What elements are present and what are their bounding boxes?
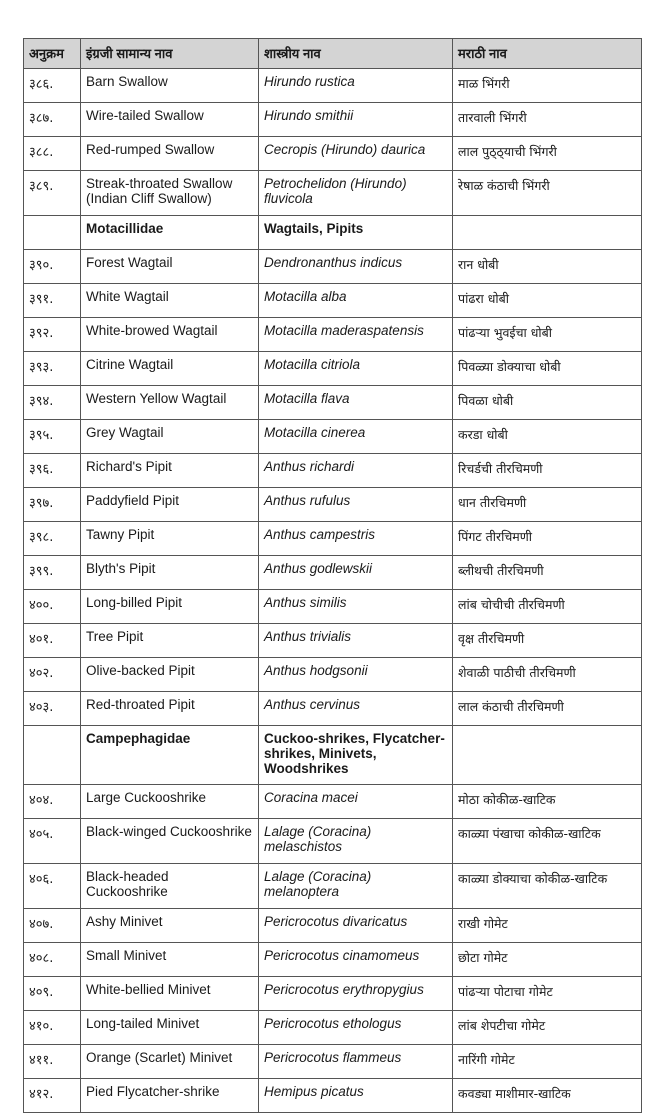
marathi-name-cell: राखी गोमेट (453, 909, 642, 943)
table-row (24, 624, 642, 658)
serial-number-cell: ४१२. (24, 1079, 81, 1113)
scientific-name-cell: Anthus cervinus (259, 692, 453, 726)
family-row (24, 216, 642, 250)
scientific-name-cell: Pericrocotus flammeus (259, 1045, 453, 1079)
english-name-cell: Small Minivet (81, 943, 259, 977)
scientific-name-cell: Anthus richardi (259, 454, 453, 488)
marathi-name-cell: लाल कंठाची तीरचिमणी (453, 692, 642, 726)
english-name-cell: Citrine Wagtail (81, 352, 259, 386)
table-row (24, 454, 642, 488)
serial-number-cell: ३८६. (24, 69, 81, 103)
english-name-cell: Orange (Scarlet) Minivet (81, 1045, 259, 1079)
marathi-name-cell: काळ्या डोक्याचा कोकीळ-खाटिक (453, 864, 642, 909)
scientific-name-cell: Dendronanthus indicus (259, 250, 453, 284)
serial-number-cell (24, 216, 81, 250)
marathi-name-cell: तारवाली भिंगरी (453, 103, 642, 137)
marathi-name-cell: रान धोबी (453, 250, 642, 284)
english-name-cell: White-bellied Minivet (81, 977, 259, 1011)
english-name-cell: Long-tailed Minivet (81, 1011, 259, 1045)
serial-number-cell: ३८७. (24, 103, 81, 137)
scientific-name-cell: Motacilla alba (259, 284, 453, 318)
english-name-cell: Black-winged Cuckooshrike (81, 819, 259, 864)
english-name-cell: Paddyfield Pipit (81, 488, 259, 522)
scientific-name-cell: Anthus hodgsonii (259, 658, 453, 692)
marathi-name-cell: रिचर्डची तीरचिमणी (453, 454, 642, 488)
table-row (24, 137, 642, 171)
marathi-name-cell: करडा धोबी (453, 420, 642, 454)
scientific-name-cell: Motacilla cinerea (259, 420, 453, 454)
marathi-name-cell: वृक्ष तीरचिमणी (453, 624, 642, 658)
marathi-name-cell: रेषाळ कंठाची भिंगरी (453, 171, 642, 216)
header-english-name: इंग्रजी सामान्य नाव (81, 39, 259, 69)
marathi-name-cell: शेवाळी पाठीची तीरचिमणी (453, 658, 642, 692)
serial-number-cell: ४०५. (24, 819, 81, 864)
table-row (24, 488, 642, 522)
header-marathi-name: मराठी नाव (453, 39, 642, 69)
scientific-name-cell: Anthus trivialis (259, 624, 453, 658)
table-row (24, 909, 642, 943)
marathi-name-cell: काळ्या पंखाचा कोकीळ-खाटिक (453, 819, 642, 864)
marathi-name-cell: धान तीरचिमणी (453, 488, 642, 522)
serial-number-cell: ३८८. (24, 137, 81, 171)
marathi-name-cell (453, 726, 642, 785)
english-name-cell: Large Cuckooshrike (81, 785, 259, 819)
scientific-name-cell: Cecropis (Hirundo) daurica (259, 137, 453, 171)
serial-number-cell: ४११. (24, 1045, 81, 1079)
family-row (24, 726, 642, 785)
marathi-name-cell: माळ भिंगरी (453, 69, 642, 103)
serial-number-cell: ४०३. (24, 692, 81, 726)
scientific-name-cell: Hirundo smithii (259, 103, 453, 137)
table-row (24, 785, 642, 819)
english-name-cell: Campephagidae (81, 726, 259, 785)
english-name-cell: Long-billed Pipit (81, 590, 259, 624)
table-row (24, 420, 642, 454)
marathi-name-cell: छोटा गोमेट (453, 943, 642, 977)
scientific-name-cell: Hemipus picatus (259, 1079, 453, 1113)
english-name-cell: Streak-throated Swallow (Indian Cliff Swallow) (81, 171, 259, 216)
english-name-cell: Western Yellow Wagtail (81, 386, 259, 420)
bird-names-table (23, 38, 642, 1113)
marathi-name-cell: लांब चोचीची तीरचिमणी (453, 590, 642, 624)
scientific-name-cell: Petrochelidon (Hirundo) fluvicola (259, 171, 453, 216)
marathi-name-cell: पांढऱ्या पोटाचा गोमेट (453, 977, 642, 1011)
table-row (24, 556, 642, 590)
serial-number-cell: ३८९. (24, 171, 81, 216)
table-row (24, 103, 642, 137)
marathi-name-cell: लाल पुठ्ठ्याची भिंगरी (453, 137, 642, 171)
marathi-name-cell: ब्लीथची तीरचिमणी (453, 556, 642, 590)
table-row (24, 692, 642, 726)
header-serial: अनुक्रम (24, 39, 81, 69)
english-name-cell: Motacillidae (81, 216, 259, 250)
english-name-cell: Red-rumped Swallow (81, 137, 259, 171)
english-name-cell: Wire-tailed Swallow (81, 103, 259, 137)
scientific-name-cell: Anthus rufulus (259, 488, 453, 522)
scientific-name-cell: Motacilla citriola (259, 352, 453, 386)
table-row (24, 318, 642, 352)
scientific-name-cell: Motacilla maderaspatensis (259, 318, 453, 352)
marathi-name-cell: लांब शेपटीचा गोमेट (453, 1011, 642, 1045)
english-name-cell: Pied Flycatcher-shrike (81, 1079, 259, 1113)
scientific-name-cell: Anthus godlewskii (259, 556, 453, 590)
header-scientific-name: शास्त्रीय नाव (259, 39, 453, 69)
table-row (24, 864, 642, 909)
serial-number-cell: ४०९. (24, 977, 81, 1011)
marathi-name-cell (453, 216, 642, 250)
table-row (24, 943, 642, 977)
marathi-name-cell: पिंगट तीरचिमणी (453, 522, 642, 556)
english-name-cell: Olive-backed Pipit (81, 658, 259, 692)
scientific-name-cell: Pericrocotus divaricatus (259, 909, 453, 943)
header-row (24, 39, 642, 69)
serial-number-cell: ३९३. (24, 352, 81, 386)
serial-number-cell: ४०६. (24, 864, 81, 909)
table-row (24, 1079, 642, 1113)
english-name-cell: White Wagtail (81, 284, 259, 318)
english-name-cell: Red-throated Pipit (81, 692, 259, 726)
serial-number-cell: ४०१. (24, 624, 81, 658)
marathi-name-cell: पिवळा धोबी (453, 386, 642, 420)
serial-number-cell: ३९१. (24, 284, 81, 318)
serial-number-cell: ३९९. (24, 556, 81, 590)
table-row (24, 171, 642, 216)
table-row (24, 386, 642, 420)
scientific-name-cell: Coracina macei (259, 785, 453, 819)
marathi-name-cell: पिवळ्या डोक्याचा धोबी (453, 352, 642, 386)
english-name-cell: Blyth's Pipit (81, 556, 259, 590)
scientific-name-cell: Lalage (Coracina) melaschistos (259, 819, 453, 864)
table-row (24, 250, 642, 284)
table-row (24, 352, 642, 386)
marathi-name-cell: कवड्या माशीमार-खाटिक (453, 1079, 642, 1113)
serial-number-cell: ४०२. (24, 658, 81, 692)
scientific-name-cell: Lalage (Coracina) melanoptera (259, 864, 453, 909)
table-row (24, 284, 642, 318)
serial-number-cell: ४१०. (24, 1011, 81, 1045)
serial-number-cell: ३९४. (24, 386, 81, 420)
scientific-name-cell: Wagtails, Pipits (259, 216, 453, 250)
english-name-cell: Richard's Pipit (81, 454, 259, 488)
table-row (24, 658, 642, 692)
scientific-name-cell: Cuckoo-shrikes, Flycatcher-shrikes, Minivets, Woodshrikes (259, 726, 453, 785)
table-row (24, 590, 642, 624)
table-row (24, 1011, 642, 1045)
serial-number-cell: ४०४. (24, 785, 81, 819)
serial-number-cell: ३९८. (24, 522, 81, 556)
serial-number-cell: ४०८. (24, 943, 81, 977)
serial-number-cell: ३९५. (24, 420, 81, 454)
scientific-name-cell: Hirundo rustica (259, 69, 453, 103)
table-row (24, 977, 642, 1011)
serial-number-cell: ३९०. (24, 250, 81, 284)
english-name-cell: Forest Wagtail (81, 250, 259, 284)
serial-number-cell: ३९७. (24, 488, 81, 522)
english-name-cell: Tree Pipit (81, 624, 259, 658)
table-header (24, 39, 642, 69)
english-name-cell: Tawny Pipit (81, 522, 259, 556)
scientific-name-cell: Pericrocotus cinamomeus (259, 943, 453, 977)
serial-number-cell: ३९६. (24, 454, 81, 488)
scientific-name-cell: Motacilla flava (259, 386, 453, 420)
scientific-name-cell: Pericrocotus ethologus (259, 1011, 453, 1045)
marathi-name-cell: मोठा कोकीळ-खाटिक (453, 785, 642, 819)
table-row (24, 819, 642, 864)
table-body (24, 69, 642, 1113)
english-name-cell: White-browed Wagtail (81, 318, 259, 352)
serial-number-cell: ४०७. (24, 909, 81, 943)
english-name-cell: Barn Swallow (81, 69, 259, 103)
marathi-name-cell: पांढरा धोबी (453, 284, 642, 318)
serial-number-cell: ३९२. (24, 318, 81, 352)
table-row (24, 69, 642, 103)
english-name-cell: Grey Wagtail (81, 420, 259, 454)
marathi-name-cell: नारिंगी गोमेट (453, 1045, 642, 1079)
serial-number-cell (24, 726, 81, 785)
serial-number-cell: ४००. (24, 590, 81, 624)
english-name-cell: Black-headed Cuckooshrike (81, 864, 259, 909)
marathi-name-cell: पांढऱ्या भुवईचा धोबी (453, 318, 642, 352)
english-name-cell: Ashy Minivet (81, 909, 259, 943)
scientific-name-cell: Pericrocotus erythropygius (259, 977, 453, 1011)
table-row (24, 522, 642, 556)
scientific-name-cell: Anthus similis (259, 590, 453, 624)
scientific-name-cell: Anthus campestris (259, 522, 453, 556)
